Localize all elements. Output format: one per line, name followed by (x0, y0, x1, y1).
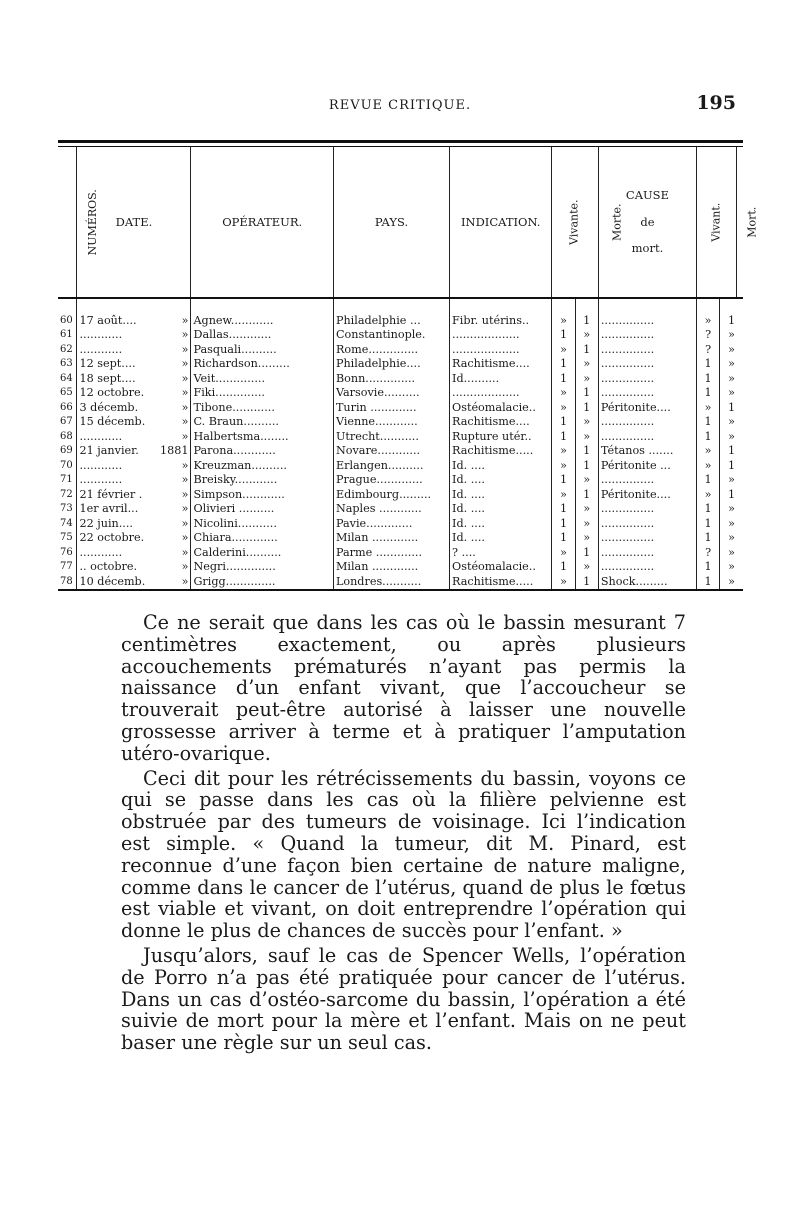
cell-date: 10 décemb. » (77, 575, 191, 590)
table (58, 147, 759, 589)
cell-date: 15 décemb. » (77, 415, 191, 430)
cell-date: ............ » (77, 546, 191, 561)
cell-enfant-vivant: » (697, 459, 720, 474)
cell-operateur: Nicolini........... (191, 517, 333, 532)
paragraph-1: Ce ne serait que dans les cas où le bassin mesurant 7 centimètres exactement, ou après plusieurs accouchements prématurés n’ayant pas permis la naissance d’un enfant vivant, que l’accoucheur se trouverait peut-être autorisé à laisser une nouvelle grossesse arriver à terme et à pratiquer l’amputation utéro-ovarique. (121, 611, 686, 765)
table-bottom-rule (58, 589, 743, 591)
cell-enfant-vivant: 1 (697, 473, 720, 488)
cell-enfant-vivant: » (697, 444, 720, 459)
cell-mere-morte: 1 (575, 459, 598, 474)
table-row (58, 328, 743, 343)
cell-operateur: Dallas............ (191, 328, 333, 343)
cell-cause: Shock......... (598, 575, 696, 590)
cell-mere-vivante: » (552, 343, 575, 358)
cell-enfant-mort: 1 (720, 444, 743, 459)
cell-mere-morte: » (575, 415, 598, 430)
cell-mere-vivante: 1 (552, 430, 575, 445)
cell-enfant-vivant: » (697, 314, 720, 329)
cell-indication: Rachitisme.... (450, 415, 552, 430)
col-vivant: Vivant. (709, 202, 723, 242)
cell-date: 3 décemb. » (77, 401, 191, 416)
table-row (58, 502, 743, 517)
cell-operateur: Simpson............ (191, 488, 333, 503)
cell-date: 12 sept.... » (77, 357, 191, 372)
cell-enfant-vivant: 1 (697, 372, 720, 387)
cell-enfant-mort: » (720, 473, 743, 488)
cell-pays: Pavie............. (333, 517, 449, 532)
cell-indication: Id. .... (450, 459, 552, 474)
cell-pays: Philadelphie.... (333, 357, 449, 372)
cell-cause: ............... (598, 328, 696, 343)
table-row (58, 546, 743, 561)
cell-operateur: Pasquali.......... (191, 343, 333, 358)
cell-pays: Constantinople. (333, 328, 449, 343)
table-row (58, 560, 743, 575)
cell-mere-morte: 1 (575, 343, 598, 358)
cell-enfant-vivant: 1 (697, 430, 720, 445)
cell-date: ............ » (77, 328, 191, 343)
col-mort: Mort. (745, 206, 759, 238)
table-row (58, 357, 743, 372)
cell-operateur: Calderini.......... (191, 546, 333, 561)
cell-enfant-mort: » (720, 343, 743, 358)
cell-pays: Prague............. (333, 473, 449, 488)
cell-cause: ............... (598, 415, 696, 430)
table-row (58, 401, 743, 416)
cell-number: 76 (60, 546, 73, 558)
cell-date: ............ » (77, 459, 191, 474)
table-row (58, 473, 743, 488)
cell-indication: Id.......... (450, 372, 552, 387)
cell-number: 66 (60, 401, 73, 413)
cell-number: 67 (60, 416, 73, 427)
cell-enfant-vivant: 1 (697, 386, 720, 401)
cell-indication: Ostéomalacie.. (450, 560, 552, 575)
cell-pays: Milan ............. (333, 560, 449, 575)
table-row (58, 459, 743, 474)
cell-enfant-mort: » (720, 372, 743, 387)
cell-operateur: Tibone............ (191, 401, 333, 416)
cell-date: 12 octobre. » (77, 386, 191, 401)
table-row (58, 430, 743, 445)
cell-mere-vivante: 1 (552, 357, 575, 372)
cell-indication: Rachitisme.... (450, 357, 552, 372)
cell-mere-morte: » (575, 357, 598, 372)
cell-number: 63 (60, 358, 73, 369)
cell-cause: ............... (598, 314, 696, 329)
cell-enfant-vivant: 1 (697, 357, 720, 372)
cell-mere-vivante: 1 (552, 328, 575, 343)
cell-cause: ............... (598, 473, 696, 488)
cell-mere-morte: 1 (575, 314, 598, 329)
page-number: 195 (696, 92, 736, 114)
cell-mere-morte: 1 (575, 444, 598, 459)
cell-date: 22 juin.... » (77, 517, 191, 532)
table-row (58, 575, 743, 590)
cell-enfant-mort: » (720, 502, 743, 517)
cell-indication: ................... (450, 386, 552, 401)
cell-enfant-mort: » (720, 517, 743, 532)
results-table (58, 140, 759, 591)
table-row (58, 517, 743, 532)
cell-indication: ? .... (450, 546, 552, 561)
cell-cause: ............... (598, 357, 696, 372)
cell-mere-morte: 1 (575, 401, 598, 416)
cell-enfant-vivant: ? (697, 343, 720, 358)
cell-operateur: C. Braun.......... (191, 415, 333, 430)
cell-cause: ............... (598, 430, 696, 445)
cell-indication: Id. .... (450, 502, 552, 517)
cell-date: .. octobre. » (77, 560, 191, 575)
cell-pays: Utrecht........... (333, 430, 449, 445)
cell-date: ............ » (77, 473, 191, 488)
cell-cause: Péritonite.... (598, 488, 696, 503)
cell-enfant-mort: » (720, 546, 743, 561)
cell-pays: Vienne............ (333, 415, 449, 430)
cell-mere-vivante: » (552, 546, 575, 561)
cell-enfant-mort: 1 (720, 488, 743, 503)
cell-number: 78 (60, 575, 73, 587)
cell-pays: Philadelphie ... (333, 314, 449, 329)
cell-enfant-vivant: 1 (697, 531, 720, 546)
cell-enfant-vivant: 1 (697, 560, 720, 575)
cell-enfant-mort: » (720, 575, 743, 590)
cell-indication: Rachitisme..... (450, 444, 552, 459)
cell-operateur: Agnew............ (191, 314, 333, 329)
cell-indication: Ostéomalacie.. (450, 401, 552, 416)
cell-date: 17 août.... » (77, 314, 191, 329)
cell-number: 72 (60, 488, 73, 500)
cell-pays: Naples ............ (333, 502, 449, 517)
cell-mere-vivante: 1 (552, 372, 575, 387)
cell-number: 73 (60, 503, 73, 514)
col-resultat-enfant (697, 147, 759, 298)
cell-number: 70 (60, 459, 73, 471)
col-indication: INDICATION. (450, 147, 552, 298)
table-row (58, 488, 743, 503)
col-vivante: Vivante. (567, 199, 581, 245)
cell-operateur: Richardson......... (191, 357, 333, 372)
running-header (0, 92, 800, 118)
cell-operateur: Olivieri .......... (191, 502, 333, 517)
table-row (58, 444, 743, 459)
cell-mere-morte: » (575, 517, 598, 532)
cell-number: 64 (60, 372, 73, 384)
cell-enfant-mort: » (720, 357, 743, 372)
cell-mere-vivante: » (552, 386, 575, 401)
cell-enfant-mort: 1 (720, 401, 743, 416)
cell-pays: Novare............ (333, 444, 449, 459)
cell-indication: Id. .... (450, 473, 552, 488)
cell-cause: ............... (598, 372, 696, 387)
cell-operateur: Breisky............ (191, 473, 333, 488)
table-row (58, 386, 743, 401)
cell-mere-vivante: 1 (552, 502, 575, 517)
cell-mere-vivante: 1 (552, 473, 575, 488)
table-row (58, 415, 743, 430)
cell-date: ............ » (77, 343, 191, 358)
cell-enfant-mort: » (720, 430, 743, 445)
cell-operateur: Kreuzman.......... (191, 459, 333, 474)
cell-pays: Turin ............. (333, 401, 449, 416)
cell-cause: ............... (598, 502, 696, 517)
cell-mere-vivante: 1 (552, 415, 575, 430)
cell-mere-morte: » (575, 430, 598, 445)
cell-cause: ............... (598, 560, 696, 575)
cell-enfant-vivant: 1 (697, 415, 720, 430)
cell-cause: Tétanos ....... (598, 444, 696, 459)
cell-enfant-vivant: 1 (697, 517, 720, 532)
cell-indication: Id. .... (450, 531, 552, 546)
table-row (58, 372, 743, 387)
cell-mere-morte: » (575, 502, 598, 517)
cell-enfant-mort: » (720, 415, 743, 430)
cell-pays: Milan ............. (333, 531, 449, 546)
cell-number: 69 (60, 445, 73, 456)
body-text (121, 612, 686, 1054)
cell-operateur: Chiara............. (191, 531, 333, 546)
cell-operateur: Parona............ (191, 444, 333, 459)
cell-pays: Rome.............. (333, 343, 449, 358)
cell-enfant-vivant: 1 (697, 575, 720, 590)
cell-number: 71 (60, 474, 73, 485)
cell-number: 60 (60, 314, 73, 326)
cell-indication: Rachitisme..... (450, 575, 552, 590)
cell-cause: ............... (598, 531, 696, 546)
cell-mere-vivante: 1 (552, 531, 575, 546)
col-morte: Morte. (610, 203, 624, 241)
cell-pays: Bonn.............. (333, 372, 449, 387)
cell-mere-vivante: 1 (552, 560, 575, 575)
cell-cause: ............... (598, 343, 696, 358)
cell-cause: Péritonite ... (598, 459, 696, 474)
cell-mere-vivante: » (552, 444, 575, 459)
cell-number: 62 (60, 343, 73, 355)
cell-enfant-vivant: » (697, 488, 720, 503)
cell-mere-vivante: » (552, 488, 575, 503)
col-numeros: NUMÉROS. (58, 147, 77, 298)
cell-number: 75 (60, 532, 73, 543)
cell-pays: Londres........... (333, 575, 449, 590)
cell-date: 21 février . » (77, 488, 191, 503)
running-title: REVUE CRITIQUE. (328, 98, 472, 113)
cell-date: ............ » (77, 430, 191, 445)
cell-enfant-mort: 1 (720, 314, 743, 329)
cell-date: 18 sept.... » (77, 372, 191, 387)
cell-number: 61 (60, 329, 73, 340)
cell-operateur: Fiki.............. (191, 386, 333, 401)
cell-number: 77 (60, 561, 73, 572)
paragraph-3: Jusqu’alors, sauf le cas de Spencer Wells, l’opération de Porro n’a pas été pratiquée pour cancer de l’utérus. Dans un cas d’ostéo-sarcome du bassin, l’opération a été suivie de mort pour la mère et l’enfant. Mais on ne peut baser une règle sur un seul cas. (121, 943, 686, 1055)
cell-mere-vivante: 1 (552, 517, 575, 532)
table-top-rule (58, 140, 743, 147)
cell-mere-morte: » (575, 473, 598, 488)
cell-mere-vivante: » (552, 314, 575, 329)
cell-cause: ............... (598, 386, 696, 401)
col-operateur: OPÉRATEUR. (191, 147, 333, 298)
cell-operateur: Halbertsma........ (191, 430, 333, 445)
table-row (58, 314, 743, 329)
cell-operateur: Grigg.............. (191, 575, 333, 590)
cell-number: 74 (60, 517, 73, 529)
cell-indication: ................... (450, 328, 552, 343)
cell-cause: Péritonite.... (598, 401, 696, 416)
paragraph-2: Ceci dit pour les rétrécissements du bassin, voyons ce qui se passe dans les cas où la filière pelvienne est obstruée par des tumeurs de voisinage. Ici l’indication est simple. « Quand la tumeur, dit M. Pinard, est reconnue d’une façon bien certaine de nature maligne, comme dans le cancer de l’utérus, quand de plus le fœtus est viable et vivant, on doit entreprendre l’opération qui donne le plus de chances de succès pour l’enfant. » (121, 766, 686, 943)
cell-number: 65 (60, 387, 73, 398)
table-row (58, 531, 743, 546)
cell-enfant-mort: » (720, 328, 743, 343)
table-row (58, 343, 743, 358)
cell-mere-morte: » (575, 372, 598, 387)
cell-indication: Fibr. utérins.. (450, 314, 552, 329)
cell-pays: Parme ............. (333, 546, 449, 561)
cell-cause: ............... (598, 546, 696, 561)
cell-indication: Id. .... (450, 488, 552, 503)
cell-enfant-vivant: » (697, 401, 720, 416)
cell-operateur: Veit.............. (191, 372, 333, 387)
cell-enfant-mort: » (720, 560, 743, 575)
cell-mere-morte: 1 (575, 546, 598, 561)
cell-pays: Edimbourg......... (333, 488, 449, 503)
cell-mere-vivante: » (552, 459, 575, 474)
cell-mere-vivante: » (552, 575, 575, 590)
cell-date: 21 janvier. 1881 (77, 444, 191, 459)
cell-operateur: Negri.............. (191, 560, 333, 575)
cell-enfant-mort: » (720, 531, 743, 546)
cell-mere-morte: » (575, 328, 598, 343)
col-resultat-mere (552, 147, 624, 298)
col-cause: CAUSE de mort. (598, 147, 696, 298)
cell-enfant-vivant: ? (697, 546, 720, 561)
col-date: DATE. (77, 147, 191, 298)
cell-mere-morte: 1 (575, 488, 598, 503)
cell-enfant-mort: » (720, 386, 743, 401)
cell-number: 68 (60, 430, 73, 442)
col-pays: PAYS. (333, 147, 449, 298)
cell-cause: ............... (598, 517, 696, 532)
cell-mere-morte: 1 (575, 575, 598, 590)
cell-indication: ................... (450, 343, 552, 358)
cell-date: 22 octobre. » (77, 531, 191, 546)
cell-enfant-vivant: 1 (697, 502, 720, 517)
cell-enfant-vivant: ? (697, 328, 720, 343)
cell-indication: Id. .... (450, 517, 552, 532)
cell-enfant-mort: 1 (720, 459, 743, 474)
cell-mere-morte: 1 (575, 386, 598, 401)
cell-date: 1er avril... » (77, 502, 191, 517)
cell-indication: Rupture utér.. (450, 430, 552, 445)
cell-mere-vivante: » (552, 401, 575, 416)
cell-pays: Erlangen.......... (333, 459, 449, 474)
cell-pays: Varsovie.......... (333, 386, 449, 401)
cell-mere-morte: » (575, 531, 598, 546)
table-header-row (58, 147, 743, 298)
cell-mere-morte: » (575, 560, 598, 575)
